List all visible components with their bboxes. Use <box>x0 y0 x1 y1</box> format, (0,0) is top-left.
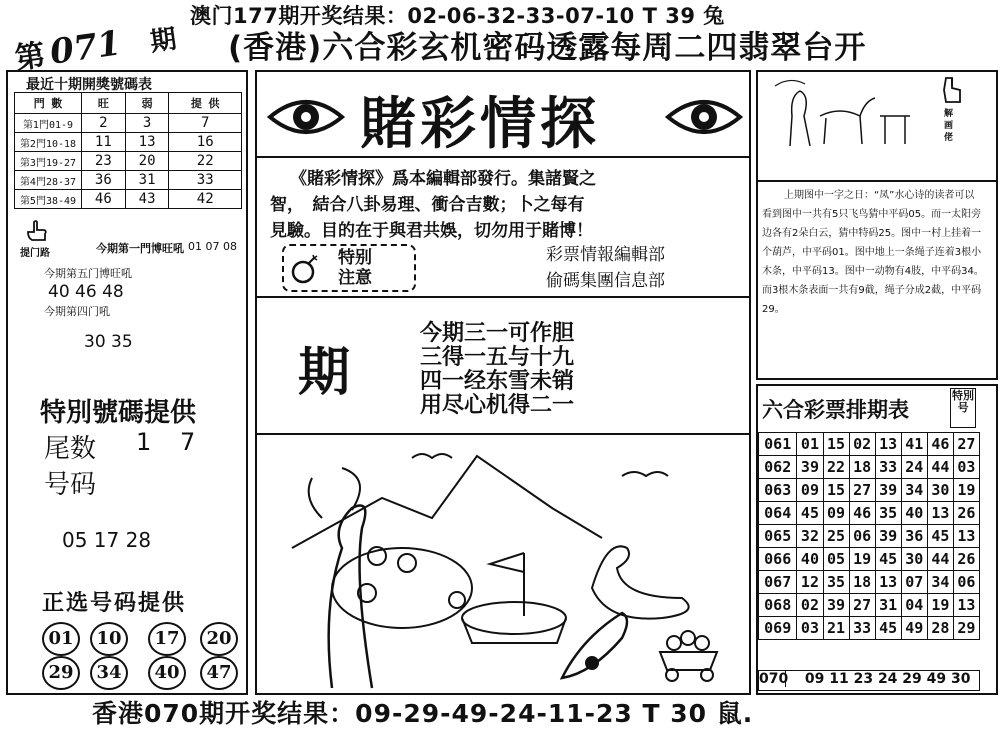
history-cell: 3 <box>125 114 169 133</box>
first-door-label: 今期第一門博旺吼 <box>96 242 184 255</box>
department-label: 彩票情報編輯部 <box>546 245 665 265</box>
schedule-last-issue: 070 <box>759 671 789 687</box>
schedule-cell: 34 <box>927 571 953 594</box>
schedule-cell: 24 <box>901 456 927 479</box>
tip-label: 提门路 <box>20 248 50 259</box>
divider <box>255 156 751 158</box>
pick-number: 01 <box>42 622 80 656</box>
poem-line: 三得一五与十九 <box>420 345 575 370</box>
history-cell: 46 <box>82 190 126 209</box>
history-cell: 第5門38-49 <box>15 190 82 209</box>
schedule-title: 六合彩票排期表 <box>762 398 909 422</box>
history-cell: 16 <box>169 133 242 152</box>
schedule-cell: 45 <box>797 502 823 525</box>
poem-line: 四一经东雪未销 <box>420 369 575 394</box>
history-header: 弱 <box>125 93 169 114</box>
history-cell: 第4門28-37 <box>15 171 82 190</box>
history-row <box>15 114 242 133</box>
schedule-row <box>759 456 980 479</box>
first-door-numbers: 01 07 08 <box>188 240 237 253</box>
schedule-cell: 19 <box>953 479 979 502</box>
schedule-cell: 39 <box>797 456 823 479</box>
schedule-cell: 07 <box>901 571 927 594</box>
riddle-illustration <box>262 438 744 690</box>
schedule-last-row <box>758 670 980 691</box>
tail-number: 1 <box>136 428 152 456</box>
issue-prefix: 第 <box>12 37 48 77</box>
schedule-row <box>759 617 980 640</box>
special-notice-text: 特别注意 <box>338 248 372 288</box>
pick-number: 29 <box>42 656 80 690</box>
schedule-cell: 15 <box>823 479 849 502</box>
history-cell: 第1門01-9 <box>15 114 82 133</box>
big-period-char: 期 <box>298 343 351 403</box>
schedule-cell: 33 <box>875 456 901 479</box>
tail-label: 尾数 <box>44 434 97 464</box>
history-cell: 22 <box>169 152 242 171</box>
intro-line: 智， 結合八卦易理、衝合吉數；卜之每有 <box>270 195 585 215</box>
pick-number: 20 <box>200 622 238 656</box>
schedule-cell: 09 <box>797 479 823 502</box>
eye-icon-right <box>664 92 744 142</box>
schedule-cell: 27 <box>849 594 875 617</box>
schedule-cell: 13 <box>875 433 901 456</box>
picks-title: 正选号码提供 <box>42 591 187 616</box>
history-cell: 第3門19-27 <box>15 152 82 171</box>
schedule-cell: 46 <box>849 502 875 525</box>
history-row <box>15 152 242 171</box>
schedule-cell: 44 <box>927 456 953 479</box>
schedule-cell: 35 <box>823 571 849 594</box>
schedule-cell: 04 <box>901 594 927 617</box>
history-cell: 43 <box>125 190 169 209</box>
schedule-cell: 06 <box>953 571 979 594</box>
schedule-cell: 19 <box>927 594 953 617</box>
history-cell: 2 <box>82 114 126 133</box>
poem-line: 今期三一可作胆 <box>420 321 575 346</box>
schedule-cell: 067 <box>759 571 797 594</box>
schedule-cell: 065 <box>759 525 797 548</box>
cartoon-caption: 解画佬 <box>944 109 954 143</box>
schedule-cell: 13 <box>875 571 901 594</box>
center-title: 賭彩情探 <box>360 91 600 157</box>
schedule-cell: 06 <box>849 525 875 548</box>
schedule-row <box>759 502 980 525</box>
schedule-cell: 45 <box>875 617 901 640</box>
history-row <box>15 190 242 209</box>
schedule-special-header: 特別号 <box>950 388 976 428</box>
history-cell: 13 <box>125 133 169 152</box>
special-title: 特別號碼提供 <box>40 398 197 428</box>
history-cell: 23 <box>82 152 126 171</box>
pick-number: 34 <box>90 656 128 690</box>
schedule-cell: 33 <box>849 617 875 640</box>
schedule-row <box>759 594 980 617</box>
history-cell: 31 <box>125 171 169 190</box>
schedule-cell: 02 <box>849 433 875 456</box>
schedule-cell: 12 <box>797 571 823 594</box>
history-row <box>15 133 242 152</box>
history-cell: 33 <box>169 171 242 190</box>
schedule-cell: 02 <box>797 594 823 617</box>
schedule-cell: 15 <box>823 433 849 456</box>
schedule-cell: 32 <box>797 525 823 548</box>
intro-line: 見驗。目的在于與君共娛，切勿用于賭博！ <box>270 221 593 241</box>
department-label: 偷碼集團信息部 <box>546 271 665 291</box>
schedule-cell: 062 <box>759 456 797 479</box>
schedule-cell: 066 <box>759 548 797 571</box>
schedule-cell: 39 <box>875 479 901 502</box>
schedule-cell: 44 <box>927 548 953 571</box>
schedule-cell: 068 <box>759 594 797 617</box>
schedule-cell: 39 <box>875 525 901 548</box>
divider <box>255 296 751 298</box>
schedule-cell: 21 <box>823 617 849 640</box>
schedule-cell: 03 <box>953 456 979 479</box>
history-cell: 11 <box>82 133 126 152</box>
schedule-cell: 22 <box>823 456 849 479</box>
schedule-cell: 18 <box>849 571 875 594</box>
tail-number: 7 <box>180 428 196 456</box>
divider <box>255 433 751 435</box>
schedule-cell: 28 <box>927 617 953 640</box>
schedule-cell: 18 <box>849 456 875 479</box>
schedule-cell: 09 <box>823 502 849 525</box>
schedule-cell: 40 <box>901 502 927 525</box>
schedule-cell: 27 <box>953 433 979 456</box>
schedule-cell: 49 <box>901 617 927 640</box>
explanation-text: 上期图中一字之日：“凤”水心诗的读者可以看到图中一共有5只飞鸟猜中平码05。而一太阳旁边各有2朵白云，猜中特码25。图中一村上挂着一个葫芦，中平码01。图中地上一条绳子连着3根小木条，中平码13。图中一动物有4肢，中平码34。而3根木条表面一共有9截，绳子分成2截，中平码29。 <box>762 190 984 315</box>
schedule-cell: 061 <box>759 433 797 456</box>
schedule-cell: 05 <box>823 548 849 571</box>
schedule-cell: 41 <box>901 433 927 456</box>
special-codes: 05 17 28 <box>62 528 152 552</box>
schedule-cell: 27 <box>849 479 875 502</box>
history-cell: 20 <box>125 152 169 171</box>
schedule-cell: 064 <box>759 502 797 525</box>
pick-number: 47 <box>200 656 238 690</box>
schedule-cell: 40 <box>797 548 823 571</box>
schedule-cell: 13 <box>953 594 979 617</box>
history-header: 旺 <box>82 93 126 114</box>
schedule-cell: 45 <box>927 525 953 548</box>
schedule-cell: 19 <box>849 548 875 571</box>
history-cell: 7 <box>169 114 242 133</box>
schedule-row <box>759 525 980 548</box>
schedule-cell: 13 <box>927 502 953 525</box>
fourth-door-label: 今期第四门吼 <box>44 305 110 318</box>
poem <box>420 322 660 418</box>
schedule-cell: 063 <box>759 479 797 502</box>
schedule-cell: 29 <box>953 617 979 640</box>
schedule-cell: 46 <box>927 433 953 456</box>
schedule-last-numbers: 09 11 23 24 29 49 30 <box>804 671 971 687</box>
special-notice-box <box>282 244 416 292</box>
schedule-cell: 03 <box>797 617 823 640</box>
issue-number: 071 <box>47 23 124 73</box>
issue-stamp <box>12 6 216 79</box>
schedule-cell: 01 <box>797 433 823 456</box>
schedule-cell: 25 <box>823 525 849 548</box>
history-cell: 36 <box>82 171 126 190</box>
history-header: 門 數 <box>15 93 82 114</box>
issue-suffix: 期 <box>148 24 179 58</box>
schedule-row <box>759 479 980 502</box>
schedule-cell: 069 <box>759 617 797 640</box>
right-divider <box>756 180 998 182</box>
history-header: 提 供 <box>169 93 242 114</box>
history-table <box>14 92 242 209</box>
schedule-cell: 45 <box>875 548 901 571</box>
pick-number: 10 <box>90 622 128 656</box>
pick-number: 40 <box>148 656 186 690</box>
poem-line: 用尽心机得二一 <box>420 393 575 418</box>
pointing-hand-icon <box>940 76 964 106</box>
history-row <box>15 171 242 190</box>
schedule-cell: 30 <box>901 548 927 571</box>
schedule-cell: 13 <box>953 525 979 548</box>
schedule-cell: 36 <box>901 525 927 548</box>
intro-line: 《賭彩情探》爲本編輯部發行。集諸賢之 <box>290 169 596 189</box>
fifth-door-label: 今期第五门博旺吼 <box>44 267 132 280</box>
schedule-row <box>759 571 980 594</box>
pick-number: 17 <box>148 622 186 656</box>
schedule-cell: 31 <box>875 594 901 617</box>
schedule-row <box>759 548 980 571</box>
schedule-cell: 30 <box>927 479 953 502</box>
schedule-cell: 26 <box>953 502 979 525</box>
schedule-cell: 39 <box>823 594 849 617</box>
cartoon-illustration <box>770 76 920 156</box>
bomb-icon <box>290 254 320 284</box>
macau-result-banner: 澳门177期开奖结果：02-06-32-33-07-10 T 39 兔 <box>190 4 725 28</box>
hk-result-banner: 香港070期开奖结果：09-29-49-24-11-23 T 30 鼠. <box>92 699 754 728</box>
history-title: 最近十期開獎號碼表 <box>26 77 152 93</box>
schedule-cell: 26 <box>953 548 979 571</box>
page-subtitle: (香港)六合彩玄机密码透露每周二四翡翠台开 <box>228 30 867 66</box>
fifth-door-numbers: 40 46 48 <box>48 282 124 302</box>
history-cell: 42 <box>169 190 242 209</box>
eye-icon-left <box>266 92 346 142</box>
pointing-hand-icon <box>24 218 50 244</box>
history-cell: 第2門10-18 <box>15 133 82 152</box>
schedule-table <box>758 432 980 640</box>
code-label: 号码 <box>44 470 97 500</box>
schedule-row <box>759 433 980 456</box>
schedule-cell: 35 <box>875 502 901 525</box>
schedule-cell: 34 <box>901 479 927 502</box>
fourth-door-numbers: 30 35 <box>84 332 133 352</box>
